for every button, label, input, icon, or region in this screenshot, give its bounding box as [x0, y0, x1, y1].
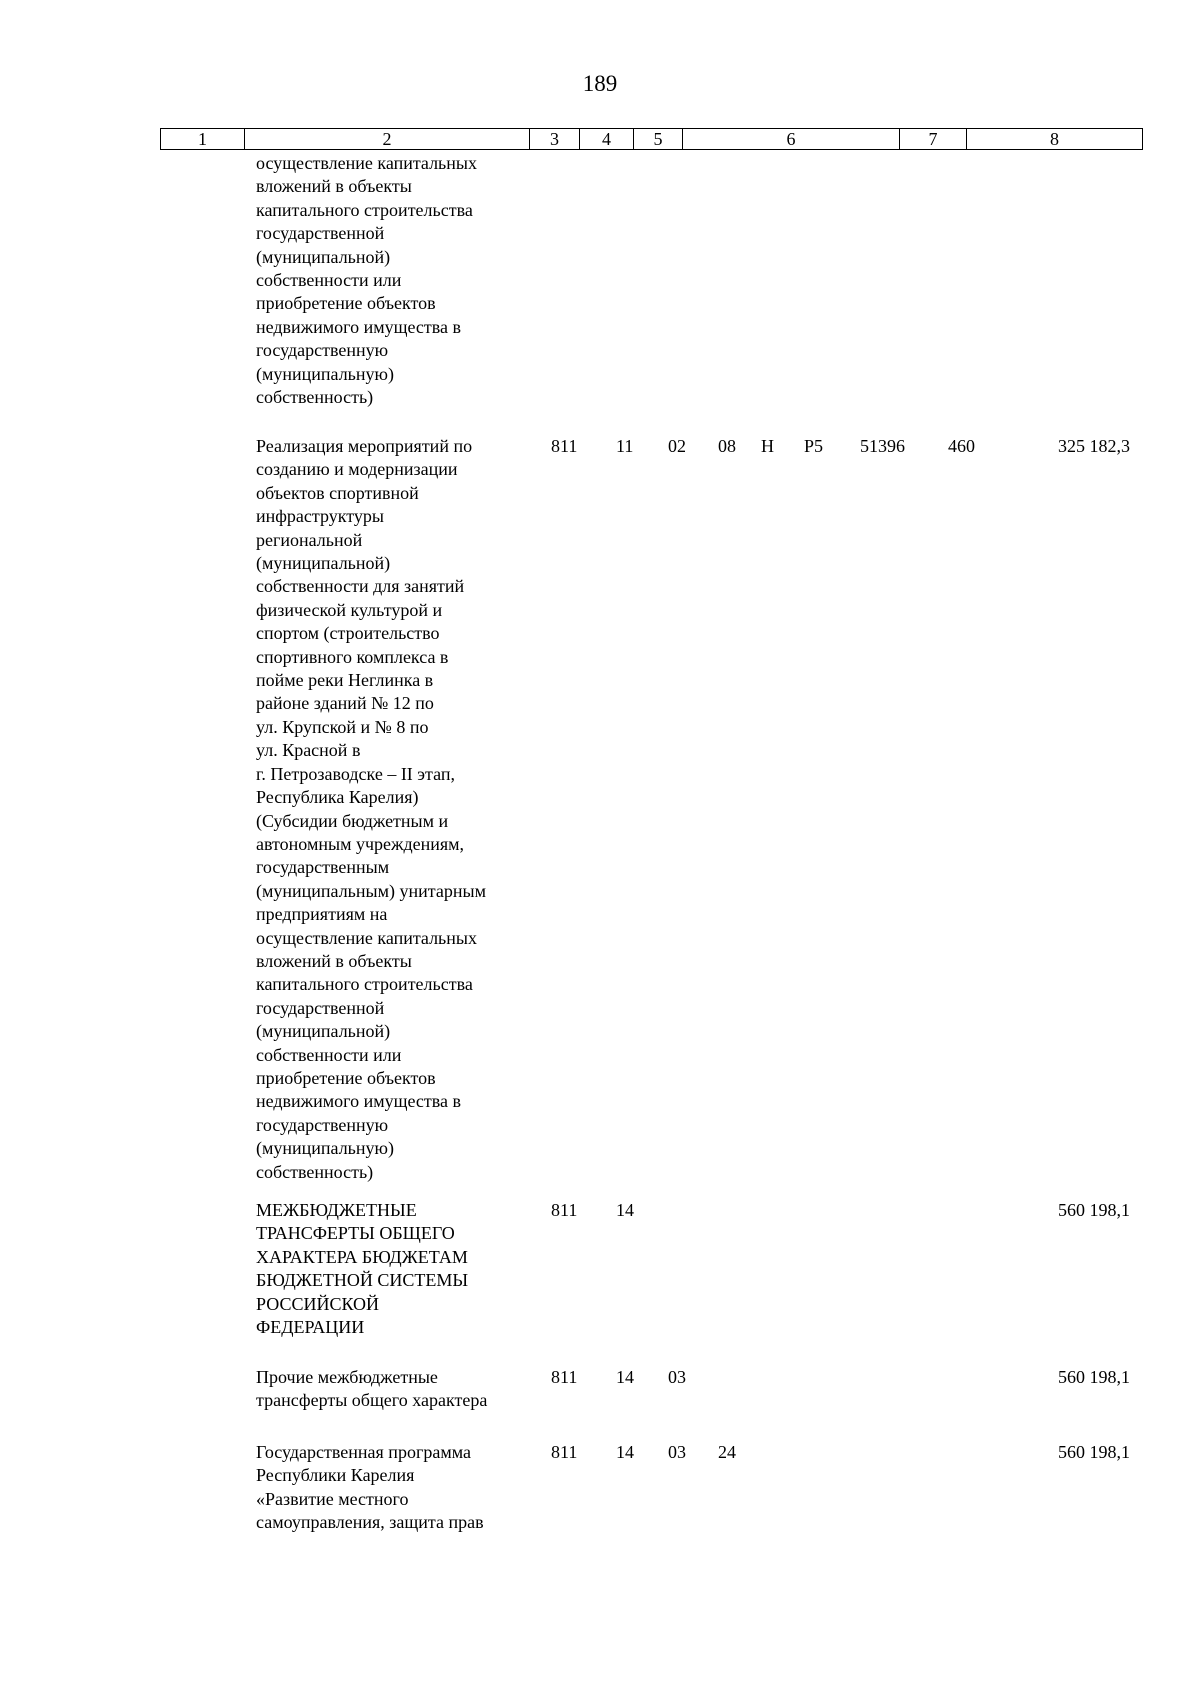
- row-col-8-amount: 560 198,1: [1058, 1367, 1130, 1387]
- page-number: 189: [582, 71, 618, 96]
- row-col-3: 811: [551, 1367, 578, 1387]
- row-col-6-subprogram: Н: [761, 436, 774, 456]
- row-col-6-direction: 51396: [860, 436, 905, 456]
- row-col-4: 14: [616, 1200, 634, 1220]
- header-col-2: 2: [245, 129, 530, 150]
- row-description: осуществление капитальных вложений в объекты капитального строительства государственной (муниципальной) собственности или приобретение объектов недвижимого имущества в государственную (муниципальную) собственность): [256, 153, 477, 408]
- row-col-3: 811: [551, 1442, 578, 1462]
- header-col-6: 6: [683, 129, 900, 150]
- row-description: Реализация мероприятий по созданию и модернизации объектов спортивной инфраструктуры региональной (муниципальной) собственности для занятий физической культурой и спортом (строительство спортивного комплекса в пойме реки Неглинка в районе зданий № 12 по ул. Крупской и № 8 по ул. Красной в г. Петрозаводске – II этап, Республика Карелия) (Субсидии бюджетным и автономным учреждениям, государственным (муниципальным) унитарным предприятиям на осуществление капитальных вложений в объекты капитального строительства государственной (муниципальной) собственности или приобретение объектов недвижимого имущества в государственную (муниципальную) собственность): [256, 436, 486, 1182]
- row-col-4: 14: [616, 1442, 634, 1462]
- row-col-8-amount: 325 182,3: [1058, 436, 1130, 456]
- row-col-6-project: Р5: [804, 436, 824, 456]
- row-col-5: 03: [668, 1367, 686, 1387]
- header-col-5: 5: [634, 129, 683, 150]
- row-col-5: 03: [668, 1442, 686, 1462]
- row-col-6-program: 08: [718, 436, 736, 456]
- row-col-3: 811: [551, 436, 578, 456]
- header-col-8: 8: [967, 129, 1143, 150]
- header-col-1: 1: [161, 129, 245, 150]
- header-col-3: 3: [530, 129, 580, 150]
- header-col-4: 4: [580, 129, 634, 150]
- header-col-7: 7: [900, 129, 967, 150]
- row-description: Государственная программа Республики Карелия «Развитие местного самоуправления, защита прав: [256, 1442, 484, 1533]
- row-col-8-amount: 560 198,1: [1058, 1200, 1130, 1220]
- row-description: Прочие межбюджетные трансферты общего характера: [256, 1367, 488, 1411]
- row-col-5: 02: [668, 436, 686, 456]
- column-number-header: [160, 128, 1143, 150]
- row-description: МЕЖБЮДЖЕТНЫЕ ТРАНСФЕРТЫ ОБЩЕГО ХАРАКТЕРА БЮДЖЕТАМ БЮДЖЕТНОЙ СИСТЕМЫ РОССИЙСКОЙ ФЕДЕРАЦИИ: [256, 1200, 469, 1338]
- row-col-8-amount: 560 198,1: [1058, 1442, 1130, 1462]
- row-col-4: 14: [616, 1367, 634, 1387]
- row-col-4: 11: [616, 436, 634, 456]
- row-col-3: 811: [551, 1200, 578, 1220]
- row-col-7: 460: [948, 436, 975, 456]
- row-col-6-program: 24: [718, 1442, 736, 1462]
